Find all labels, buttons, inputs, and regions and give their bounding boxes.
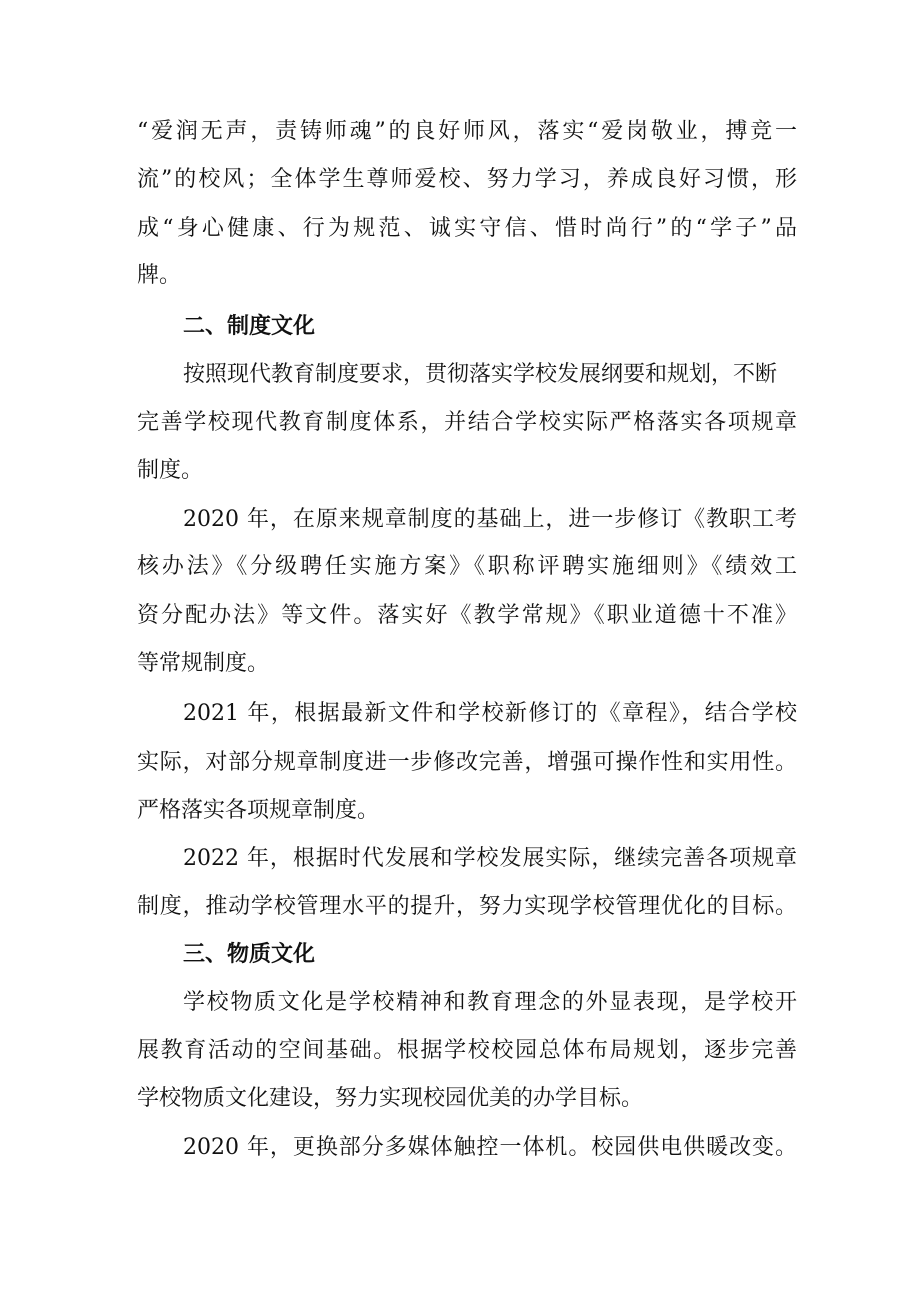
section-heading-material-culture <box>137 943 797 967</box>
text-line: “爱润无声，责铸师魂”的良好师风，落实“爱岗敬业，搏竞一 <box>137 119 797 144</box>
section-heading-system-culture <box>137 315 797 339</box>
text-line: 2022 年，根据时代发展和学校发展实际，继续完善各项规章 <box>183 846 797 871</box>
text-line: 核办法》《分级聘任实施方案》《职称评聘实施细则》《绩效工 <box>137 554 797 579</box>
heading-text: 二、制度文化 <box>183 314 316 339</box>
paragraph-2021-system <box>137 702 797 823</box>
text-line: 学校物质文化建设，努力实现校园优美的办学目标。 <box>137 1086 644 1111</box>
paragraph-school-culture <box>137 120 797 288</box>
text-line: 制度，推动学校管理水平的提升，努力实现学校管理优化的目标。 <box>137 894 797 919</box>
heading-text: 三、物质文化 <box>183 942 316 967</box>
text-line: 等常规制度。 <box>137 651 270 676</box>
text-line: 2020 年，在原来规章制度的基础上，进一步修订《教职工考 <box>183 507 797 532</box>
text-line: 制度。 <box>137 458 204 483</box>
text-line: 2021 年，根据最新文件和学校新修订的《章程》，结合学校 <box>183 701 797 726</box>
text-line: 实际，对部分规章制度进一步修改完善，增强可操作性和实用性。 <box>137 750 797 775</box>
paragraph-2022-system <box>137 847 797 919</box>
text-line: 完善学校现代教育制度体系，并结合学校实际严格落实各项规章 <box>137 410 797 435</box>
text-line: 牌。 <box>137 263 182 288</box>
text-line: 资分配办法》等文件。落实好《教学常规》《职业道德十不准》 <box>137 603 797 628</box>
text-line: 流”的校风；全体学生尊师爱校、努力学习，养成良好习惯，形 <box>137 167 797 192</box>
text-line: 严格落实各项规章制度。 <box>137 798 380 823</box>
paragraph-2020-system <box>137 508 797 676</box>
text-line: 成“身心健康、行为规范、诚实守信、惜时尚行”的“学子”品 <box>137 216 797 241</box>
text-line: 按照现代教育制度要求，贯彻落实学校发展纲要和规划，不断 <box>183 362 778 387</box>
text-line: 展教育活动的空间基础。根据学校校园总体布局规划，逐步完善 <box>137 1038 797 1063</box>
paragraph-material-intro <box>137 991 797 1111</box>
paragraph-2020-material <box>137 1136 797 1160</box>
paragraph-system-intro <box>137 363 797 483</box>
text-line: 学校物质文化是学校精神和教育理念的外显表现，是学校开 <box>183 990 797 1015</box>
text-line: 2020 年，更换部分多媒体触控一体机。校园供电供暖改变。 <box>183 1135 797 1160</box>
